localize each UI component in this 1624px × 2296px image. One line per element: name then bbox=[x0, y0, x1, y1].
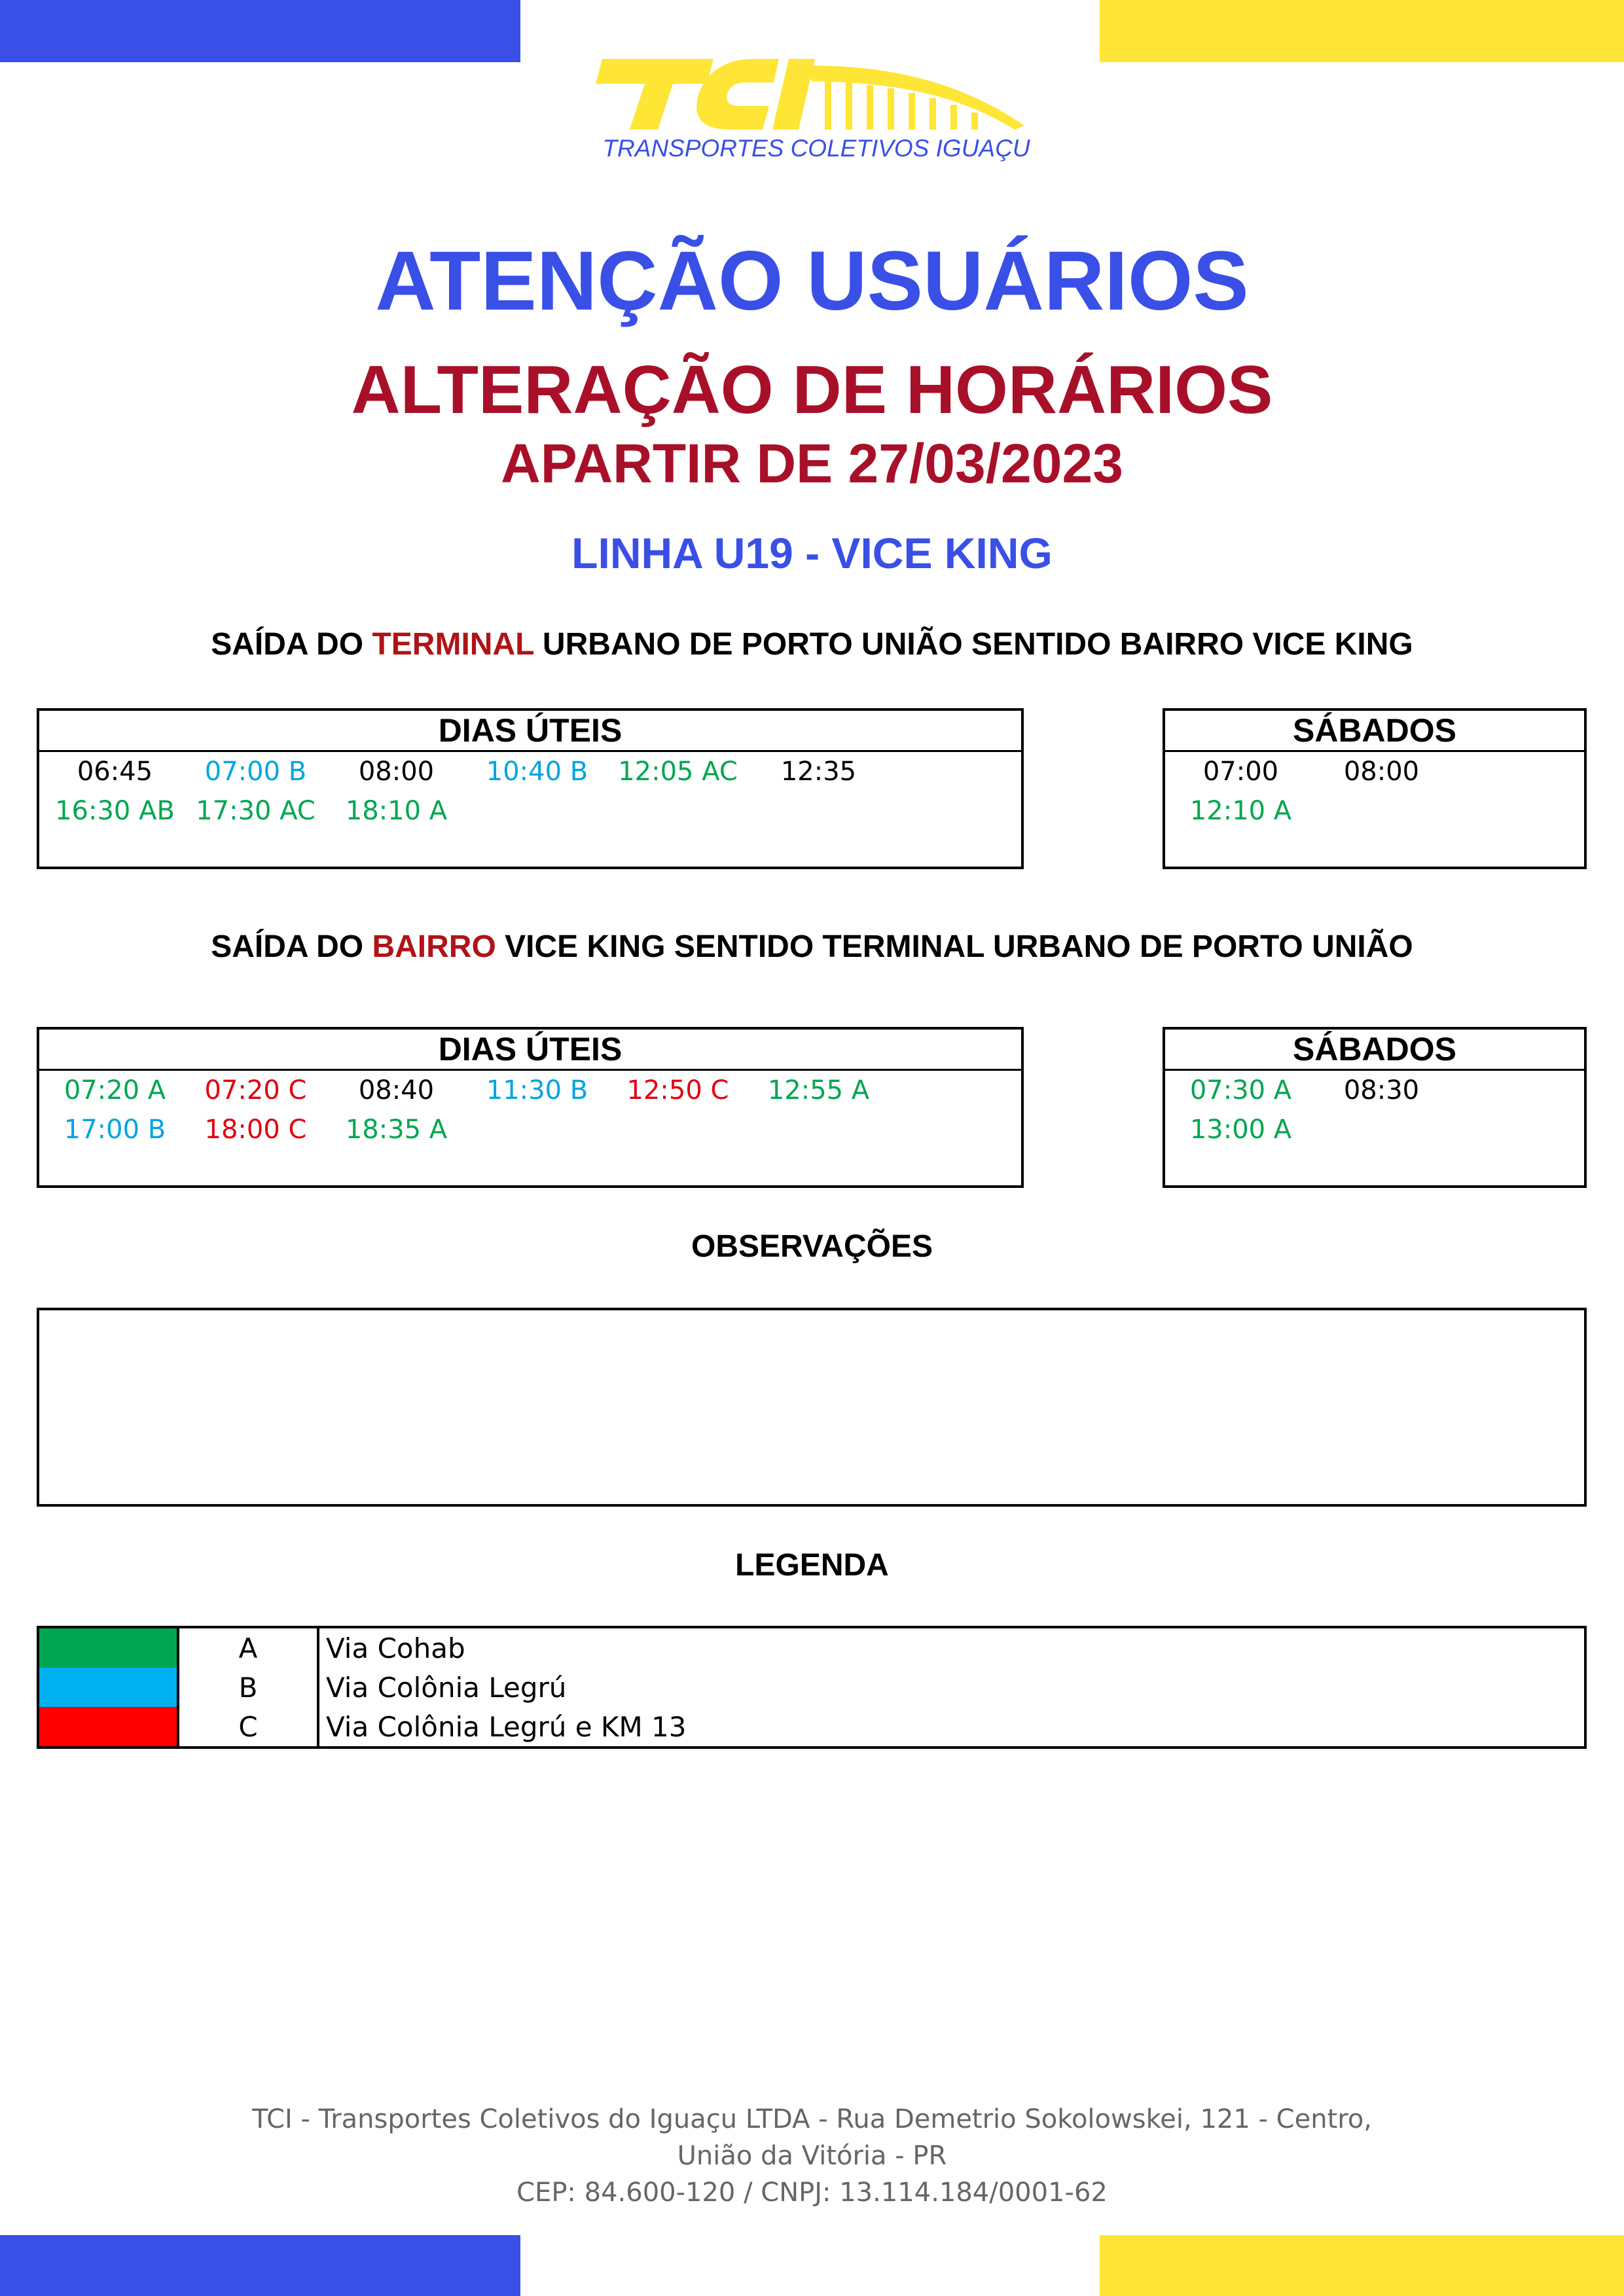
departure-time: 11:30 B bbox=[486, 1075, 588, 1105]
top-left-blue-bar bbox=[0, 0, 520, 62]
departure-time: 12:35 bbox=[780, 757, 857, 787]
terminal-saturdays-box bbox=[1163, 708, 1587, 869]
section-highlight: TERMINAL bbox=[372, 627, 534, 662]
legend-description: Via Colônia Legrú e KM 13 bbox=[326, 1710, 687, 1743]
weekdays-label: DIAS ÚTEIS bbox=[39, 1030, 1021, 1071]
departure-time: 07:30 A bbox=[1189, 1075, 1292, 1105]
legend-letter: C bbox=[178, 1707, 318, 1748]
departure-time: 18:00 C bbox=[204, 1115, 307, 1145]
legend-title: LEGENDA bbox=[735, 1548, 889, 1583]
bairro-weekdays-box bbox=[37, 1027, 1024, 1188]
section-suffix: URBANO DE PORTO UNIÃO SENTIDO BAIRRO VICE KING bbox=[533, 627, 1413, 662]
departure-time: 06:45 bbox=[77, 757, 153, 787]
departure-time: 12:55 A bbox=[767, 1075, 870, 1105]
departure-time: 18:35 A bbox=[345, 1115, 448, 1145]
departure-time: 12:10 A bbox=[1189, 796, 1292, 826]
bairro-saturdays-box bbox=[1163, 1027, 1587, 1188]
legend-row bbox=[38, 1627, 1585, 1668]
footer-city: União da Vitória - PR bbox=[677, 2141, 947, 2171]
footer bbox=[0, 2101, 1624, 2211]
saturdays-label: SÁBADOS bbox=[1165, 711, 1584, 752]
footer-registration: CEP: 84.600-120 / CNPJ: 13.114.184/0001-62 bbox=[516, 2178, 1108, 2208]
departure-time: 07:00 bbox=[1202, 757, 1279, 787]
time-list bbox=[1165, 752, 1584, 831]
logo-tagline: TRANSPORTES COLETIVOS IGUAÇU bbox=[602, 135, 1030, 162]
tci-logo bbox=[589, 52, 1034, 170]
departure-time: 08:40 bbox=[358, 1075, 435, 1105]
page-title: ATENÇÃO USUÁRIOS bbox=[375, 234, 1249, 328]
page-subtitle: ALTERAÇÃO DE HORÁRIOS bbox=[351, 352, 1273, 428]
legend-row bbox=[38, 1668, 1585, 1707]
departure-time: 18:10 A bbox=[345, 796, 448, 826]
departure-time: 12:05 AC bbox=[618, 757, 738, 787]
legend-table bbox=[37, 1626, 1587, 1749]
legend-letter: B bbox=[178, 1668, 318, 1707]
departure-time: 13:00 A bbox=[1189, 1115, 1292, 1145]
section-prefix: SAÍDA DO bbox=[211, 627, 372, 662]
departure-time: 12:50 C bbox=[626, 1075, 729, 1105]
section-highlight: BAIRRO bbox=[372, 929, 496, 964]
departure-time: 07:20 A bbox=[63, 1075, 166, 1105]
bottom-left-blue-bar bbox=[0, 2235, 520, 2296]
section-terminal-heading bbox=[0, 625, 1624, 664]
legend-letter: A bbox=[178, 1627, 318, 1668]
legend-row bbox=[38, 1707, 1585, 1748]
legend-swatch bbox=[38, 1668, 178, 1707]
time-list bbox=[39, 752, 1021, 831]
effective-date: APARTIR DE 27/03/2023 bbox=[501, 433, 1123, 494]
time-list bbox=[1165, 1071, 1584, 1149]
footer-address: TCI - Transportes Coletivos do Iguaçu LTDA - Rua Demetrio Sokolowskei, 121 - Centro, bbox=[251, 2104, 1372, 2134]
departure-time: 07:00 B bbox=[204, 757, 307, 787]
departure-time: 08:00 bbox=[358, 757, 435, 787]
departure-time: 10:40 B bbox=[486, 757, 588, 787]
top-right-yellow-bar bbox=[1100, 0, 1624, 62]
saturdays-label: SÁBADOS bbox=[1165, 1030, 1584, 1071]
section-bairro-heading bbox=[0, 927, 1624, 967]
legend-swatch bbox=[38, 1627, 178, 1668]
departure-time: 08:30 bbox=[1343, 1075, 1420, 1105]
line-name: LINHA U19 - VICE KING bbox=[571, 529, 1053, 577]
terminal-weekdays-box bbox=[37, 708, 1024, 869]
weekdays-label: DIAS ÚTEIS bbox=[39, 711, 1021, 752]
time-list bbox=[39, 1071, 1021, 1149]
legend-description: Via Colônia Legrú bbox=[326, 1671, 567, 1704]
legend-description: Via Cohab bbox=[326, 1632, 465, 1664]
observations-box bbox=[37, 1308, 1587, 1507]
departure-time: 07:20 C bbox=[204, 1075, 307, 1105]
section-suffix: VICE KING SENTIDO TERMINAL URBANO DE PORTO UNIÃO bbox=[496, 929, 1413, 964]
departure-time: 16:30 AB bbox=[55, 796, 175, 826]
observations-title: OBSERVAÇÕES bbox=[691, 1229, 933, 1264]
departure-time: 17:30 AC bbox=[196, 796, 316, 826]
departure-time: 17:00 B bbox=[63, 1115, 166, 1145]
departure-time: 08:00 bbox=[1343, 757, 1420, 787]
bottom-right-yellow-bar bbox=[1100, 2235, 1624, 2296]
section-prefix: SAÍDA DO bbox=[211, 929, 372, 964]
legend-swatch bbox=[38, 1707, 178, 1748]
